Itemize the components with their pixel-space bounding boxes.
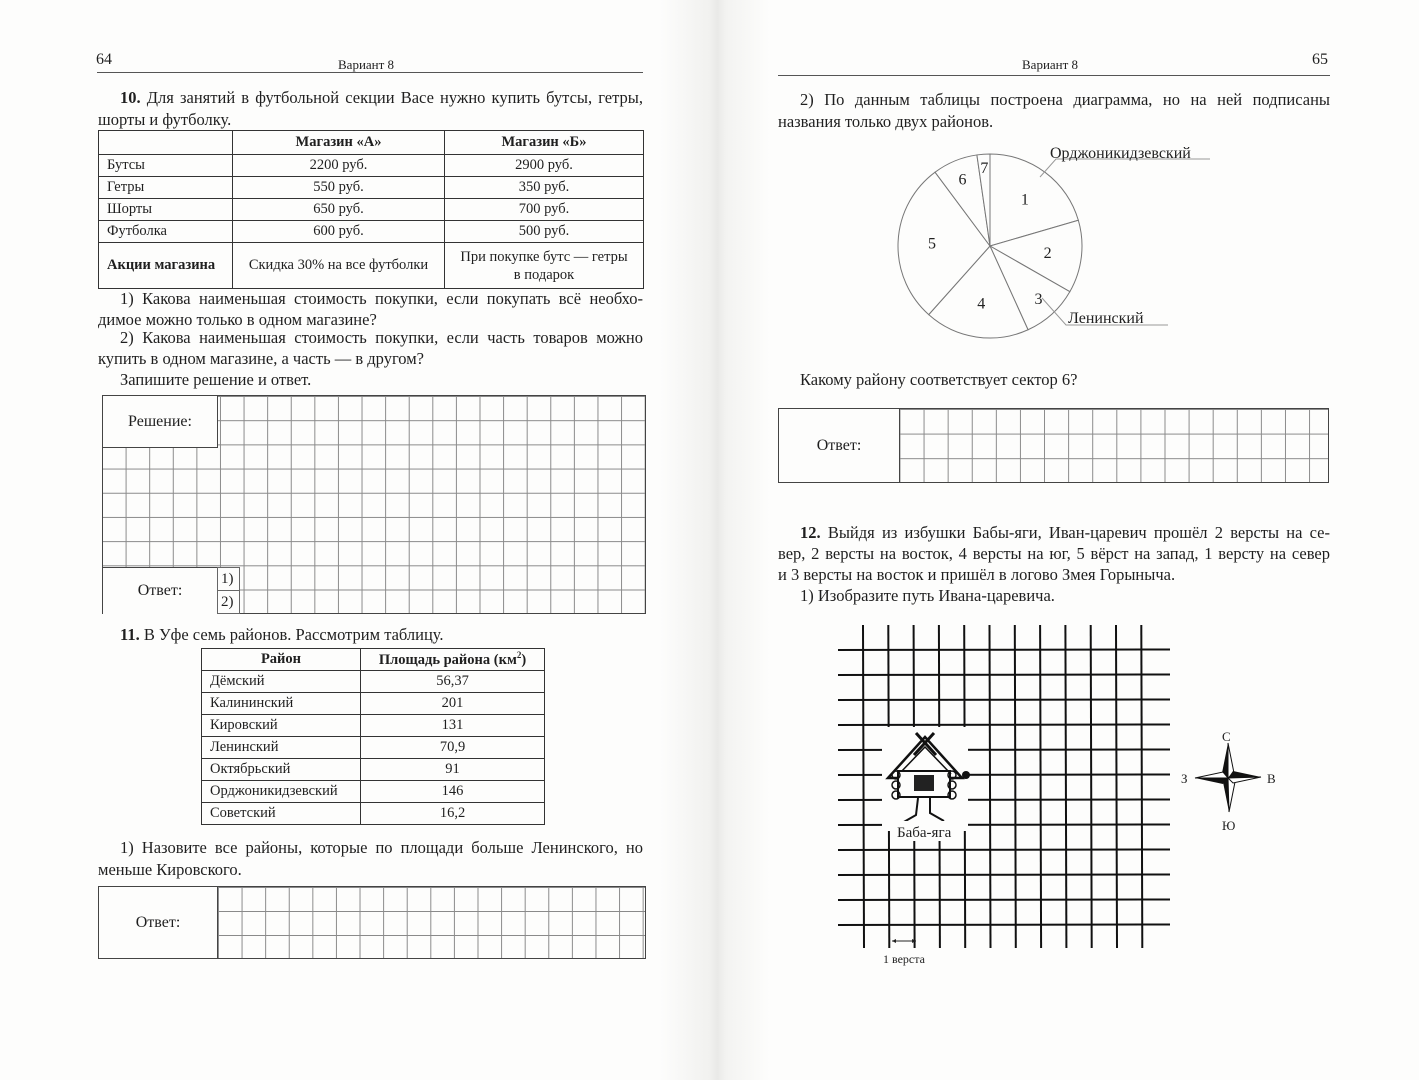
compass-rose-icon <box>1195 743 1261 812</box>
compass-west: З <box>1181 771 1188 786</box>
task11-q2-question: Какому району соответствует сектор 6? <box>800 370 1078 389</box>
pie-label-ordzhonikidzevsky: Орджоникидзевский <box>1050 145 1191 162</box>
task12-text-line2: вер, 2 версты на восток, 4 версты на юг, 5 вёрст на запад, 1 версту на север <box>778 544 1330 563</box>
task12-text-line3: и 3 версты на восток и пришёл в логово Змея Горыныча. <box>778 565 1176 584</box>
scale-label: 1 верста <box>883 952 925 966</box>
answer-1-label: 1) <box>217 567 240 591</box>
table-row: Октябрьский 91 <box>202 759 545 781</box>
table-row: Футболка 600 руб. 500 руб. <box>99 221 644 243</box>
page-number: 65 <box>1312 51 1328 68</box>
table-row: Орджоникидзевский 146 <box>202 781 545 803</box>
task10-text-line2: шорты и футболку. <box>98 110 232 129</box>
table-row: Шорты 650 руб. 700 руб. <box>99 199 644 221</box>
task12-text-line1: 12. Выйдя из избушки Бабы-яги, Иван-царевич прошёл 2 версты на се- <box>800 523 1330 542</box>
pie-label-leninsky: Ленинский <box>1068 310 1144 327</box>
solution-label: Решение: <box>103 396 218 448</box>
grid-line-vertical <box>1141 625 1142 948</box>
table-row: Кировский 131 <box>202 715 545 737</box>
solution-grid[interactable] <box>102 395 646 614</box>
page-number: 64 <box>96 51 112 68</box>
table-row: Калининский 201 <box>202 693 545 715</box>
task12-q1: 1) Изобразите путь Ивана-царевича. <box>800 586 1055 605</box>
task11-q2-line2: названия только двух районов. <box>778 112 994 131</box>
pie-sector-number: 4 <box>977 295 986 313</box>
pie-sector-number: 1 <box>1020 191 1029 209</box>
answer-2-label: 2) <box>217 590 240 614</box>
grid-line-horizontal <box>838 725 1170 726</box>
book-gutter <box>660 0 770 1080</box>
answer-label: Ответ: <box>99 887 218 958</box>
compass-east: В <box>1267 771 1276 786</box>
hut-label: Баба-яга <box>897 825 952 841</box>
task10-q2-line1: 2) Какова наименьшая стоимость покупки, если часть товаров можно <box>120 328 643 347</box>
task11-q1-line1: 1) Назовите все районы, которые по площади больше Ленинского, но <box>120 838 643 857</box>
task10-q1-line1: 1) Какова наименьшая стоимость покупки, если покупать всё необхо- <box>120 289 643 308</box>
scale-arrow <box>892 939 916 943</box>
compass-south: Ю <box>1222 818 1236 833</box>
answer-label: Ответ: <box>103 567 218 614</box>
task10-q2-line2: купить в одном магазине, а часть — в другом? <box>98 349 424 368</box>
pie-sector-number: 2 <box>1043 244 1052 262</box>
table-row: Гетры 550 руб. 350 руб. <box>99 177 644 199</box>
start-point <box>962 771 970 779</box>
running-head: Вариант 8 <box>1022 57 1079 72</box>
hut-icon <box>882 727 968 831</box>
grid-line-horizontal <box>838 925 1170 926</box>
task10-instruction: Запишите решение и ответ. <box>120 370 312 389</box>
grid-line-horizontal <box>838 875 1170 876</box>
table-row: Ленинский 70,9 <box>202 737 545 759</box>
header-rule <box>97 72 643 73</box>
shop-prices-table: Магазин «А» Магазин «Б» Бутсы 2200 руб. 2900 руб. Гетры 550 руб. 350 руб. Шорты 650 руб. 700 руб. Футболка 600 руб. 500 руб. Акции магазина Скидка 30% на все футболки При покупке бутс — гетры в подарок <box>98 130 644 289</box>
table-row: Акции магазина Скидка 30% на все футболки При покупке бутс — гетры в подарок <box>99 243 644 289</box>
path-map <box>830 615 1290 975</box>
task11-intro: 11. В Уфе семь районов. Рассмотрим таблицу. <box>120 625 444 644</box>
table-row: Бутсы 2200 руб. 2900 руб. <box>99 155 644 177</box>
header-rule <box>778 75 1330 76</box>
districts-table: Район Площадь района $(км^2)$ Дёмский 56,37 Калининский 201 Кировский 131 Ленинский 70,9 Октябрьский 91 Орджоникидзевский 146 Советский 16,2 <box>201 648 545 825</box>
pie-sector-number: 6 <box>958 171 967 189</box>
compass-north: С <box>1222 729 1231 744</box>
pie-sector-number: 7 <box>980 160 989 178</box>
task10-q1-line2: димое можно только в одном магазине? <box>98 310 377 329</box>
grid-line-horizontal <box>838 700 1170 701</box>
answer-label: Ответ: <box>779 409 900 482</box>
task11-q1-line2: меньше Кировского. <box>98 860 242 879</box>
grid-line-horizontal <box>838 850 1170 851</box>
grid-line-horizontal <box>838 675 1170 676</box>
table-row: Советский 16,2 <box>202 803 545 825</box>
task11-answer-grid[interactable] <box>98 886 646 959</box>
grid-line-horizontal <box>838 900 1170 901</box>
running-head: Вариант 8 <box>338 57 395 72</box>
pie-sector-number: 3 <box>1034 291 1043 309</box>
task11-q2-line1: 2) По данным таблицы построена диаграмма, но на ней подписаны <box>800 90 1330 109</box>
task11-q2-answer-grid[interactable] <box>778 408 1329 483</box>
pie-sector-number: 5 <box>928 235 937 253</box>
district-pie-chart <box>880 135 1220 350</box>
task10-text-line1: 10. Для занятий в футбольной секции Васе нужно купить бутсы, гетры, <box>120 88 643 107</box>
table-row: Дёмский 56,37 <box>202 671 545 693</box>
